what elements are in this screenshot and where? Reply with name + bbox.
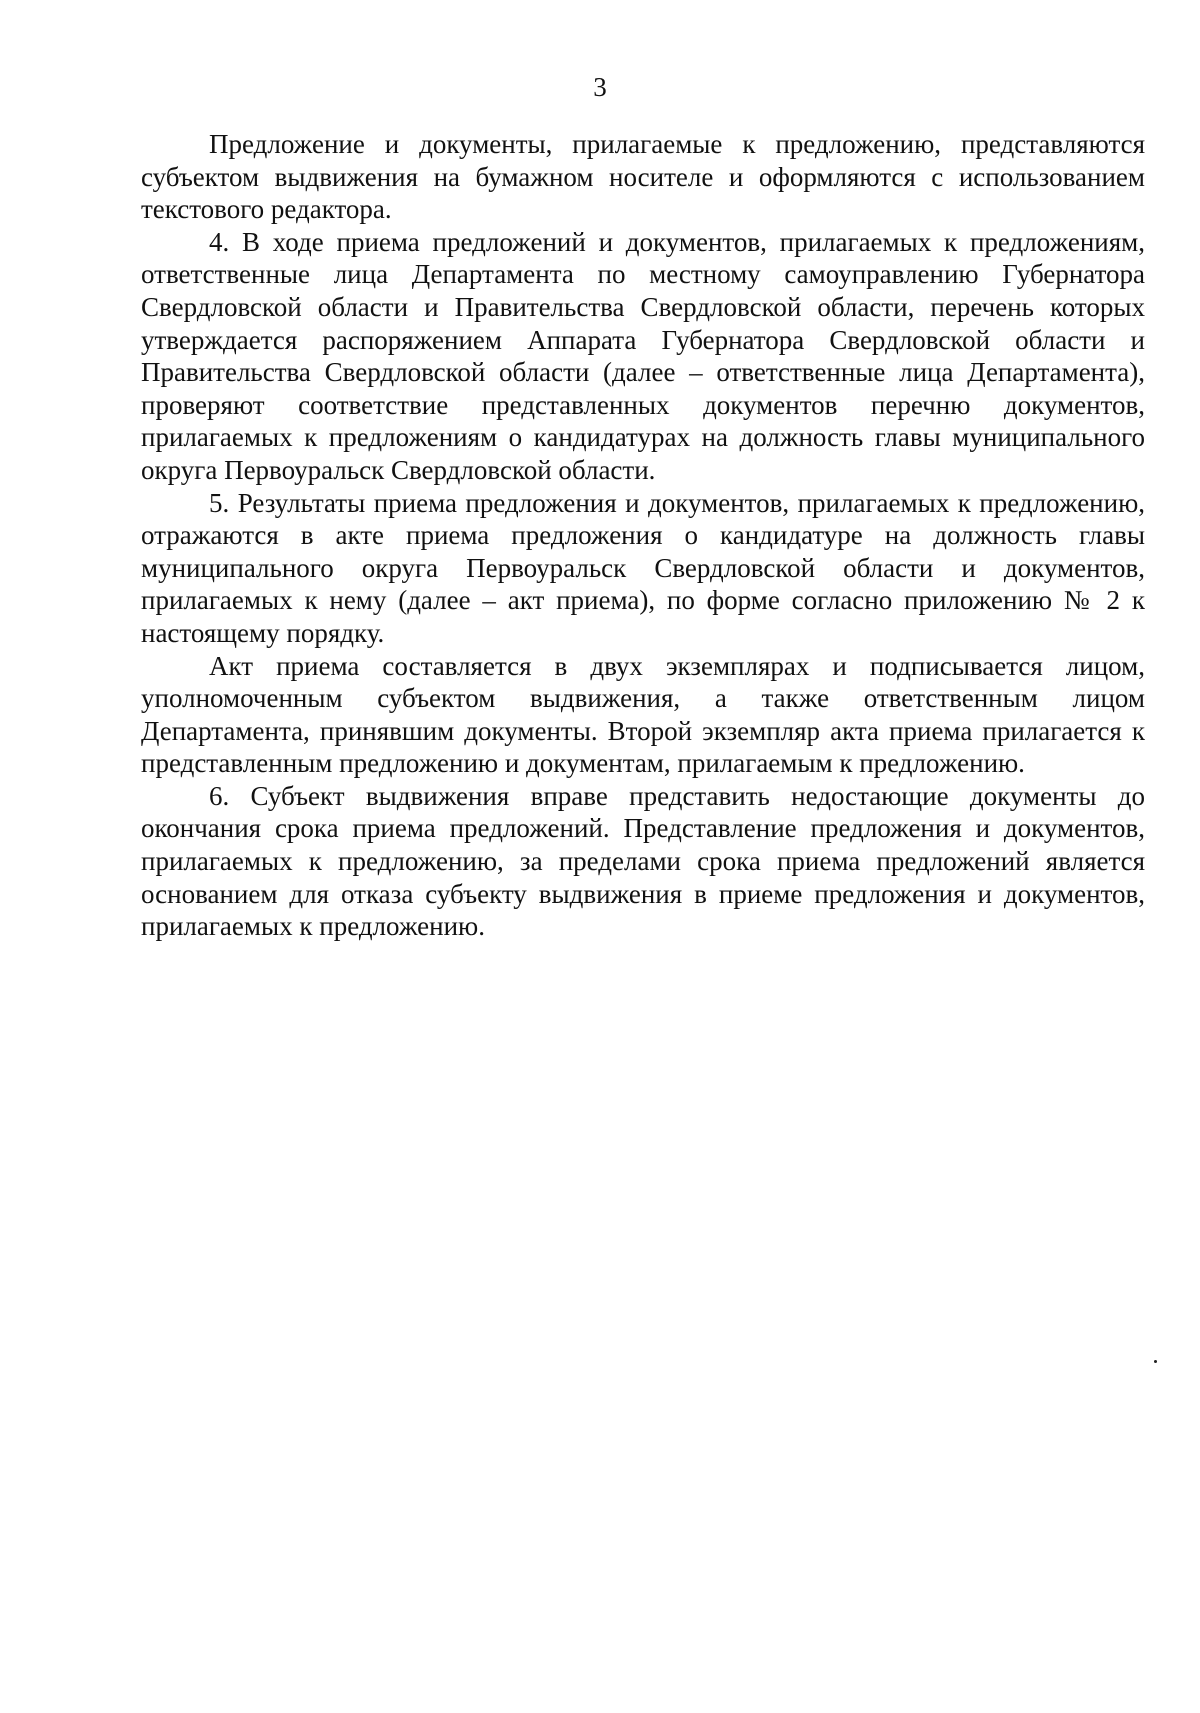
paragraph-item-4: 4. В ходе приема предложений и документов, прилагаемых к предложениям, ответственные лица Департамента по местному самоуправлению Губернатора Свердловской области и Правительства Свердловской области, перечень которых утверждается распоряжением Аппарата Губернатора Свердловской области и Правительства Свердловской области (далее – ответственные лица Департамента), проверяют соответствие представленных документов перечню документов, прилагаемых к предложениям о кандидатурах на должность главы муниципального округа Первоуральск Свердловской области. <box>141 226 1145 485</box>
scan-speck <box>1154 1360 1157 1363</box>
paragraph-acceptance-act: Акт приема составляется в двух экземплярах и подписывается лицом, уполномоченным субъектом выдвижения, а также ответственным лицом Департамента, принявшим документы. Второй экземпляр акта приема прилагается к представленным предложению и документам, прилагаемым к предложению. <box>141 650 1145 779</box>
paragraph-item-6: 6. Субъект выдвижения вправе представить недостающие документы до окончания срока приема предложений. Представление предложения и документов, прилагаемых к предложению, за пределами срока приема предложений является основанием для отказа субъекту выдвижения в приеме предложения и документов, прилагаемых к предложению. <box>141 780 1145 942</box>
paragraph-item-5: 5. Результаты приема предложения и документов, прилагаемых к предложению, отражаются в акте приема предложения о кандидатуре на должность главы муниципального округа Первоуральск Свердловской области и документов, прилагаемых к нему (далее – акт приема), по форме согласно приложению № 2 к настоящему порядку. <box>141 487 1145 648</box>
document-body <box>141 128 1145 943</box>
page-number: 3 <box>593 72 607 102</box>
paragraph-submission-format: Предложение и документы, прилагаемые к предложению, представляются субъектом выдвижения на бумажном носителе и оформляются с использованием текстового редактора. <box>141 129 1145 225</box>
